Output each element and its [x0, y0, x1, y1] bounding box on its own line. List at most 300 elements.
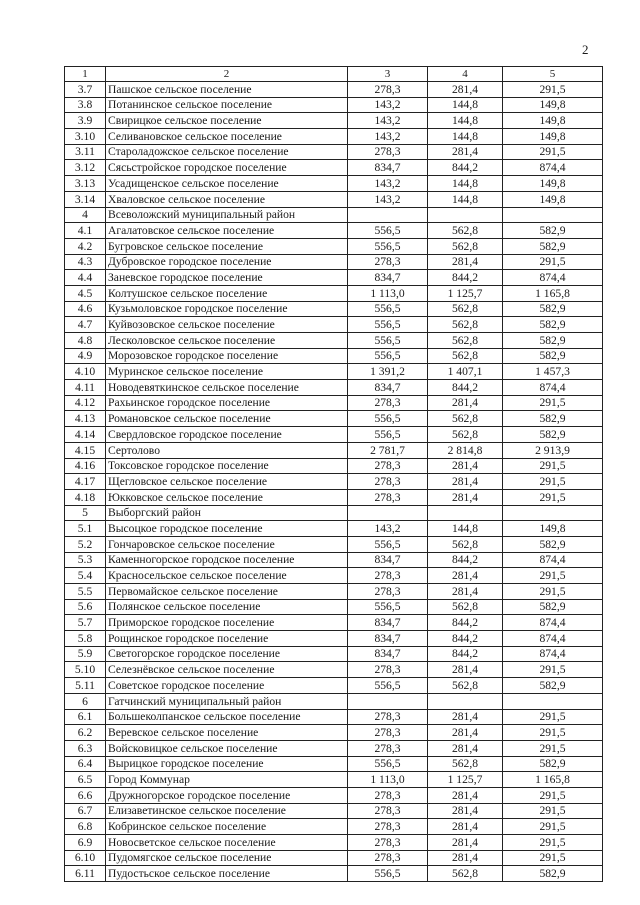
row-number-cell: 6.8 — [65, 819, 106, 835]
settlement-name-cell: Новодевяткинское сельское поселение — [106, 380, 348, 396]
column-header: 4 — [428, 67, 503, 82]
settlement-name-cell: Кузьмоловское городское поселение — [106, 301, 348, 317]
column-4-value-cell: 562,8 — [428, 348, 503, 364]
column-3-value-cell: 143,2 — [348, 129, 428, 145]
column-5-value-cell — [503, 693, 603, 709]
table-row — [65, 270, 603, 286]
column-4-value-cell: 844,2 — [428, 646, 503, 662]
table-body — [65, 82, 603, 882]
settlement-name-cell: Потанинское сельское поселение — [106, 97, 348, 113]
column-5-value-cell: 149,8 — [503, 97, 603, 113]
settlement-name-cell: Агалатовское сельское поселение — [106, 223, 348, 239]
settlement-name-cell: Пашское сельское поселение — [106, 82, 348, 98]
column-4-value-cell: 844,2 — [428, 615, 503, 631]
column-4-value-cell: 281,4 — [428, 662, 503, 678]
row-number-cell: 5.5 — [65, 584, 106, 600]
column-4-value-cell: 1 125,7 — [428, 285, 503, 301]
column-4-value-cell: 281,4 — [428, 568, 503, 584]
table-row — [65, 82, 603, 98]
table-row — [65, 568, 603, 584]
column-3-value-cell: 278,3 — [348, 474, 428, 490]
column-4-value-cell: 281,4 — [428, 709, 503, 725]
row-number-cell: 4.11 — [65, 380, 106, 396]
settlement-name-cell: Кобринское сельское поселение — [106, 819, 348, 835]
settlement-name-cell: Свердловское городское поселение — [106, 427, 348, 443]
column-5-value-cell: 291,5 — [503, 458, 603, 474]
column-5-value-cell: 582,9 — [503, 678, 603, 694]
settlement-name-cell: Приморское городское поселение — [106, 615, 348, 631]
row-number-cell: 6.11 — [65, 866, 106, 882]
row-number-cell: 6.7 — [65, 803, 106, 819]
settlement-name-cell: Усадищенское сельское поселение — [106, 176, 348, 192]
row-number-cell: 3.10 — [65, 129, 106, 145]
row-number-cell: 3.9 — [65, 113, 106, 129]
column-5-value-cell: 291,5 — [503, 740, 603, 756]
row-number-cell: 6.2 — [65, 725, 106, 741]
settlement-name-cell: Токсовское городское поселение — [106, 458, 348, 474]
table-row — [65, 505, 603, 521]
column-3-value-cell: 834,7 — [348, 552, 428, 568]
column-5-value-cell: 582,9 — [503, 756, 603, 772]
table-row — [65, 599, 603, 615]
column-3-value-cell: 278,3 — [348, 850, 428, 866]
column-3-value-cell: 278,3 — [348, 725, 428, 741]
column-5-value-cell: 149,8 — [503, 191, 603, 207]
column-5-value-cell: 291,5 — [503, 82, 603, 98]
column-5-value-cell: 291,5 — [503, 254, 603, 270]
column-5-value-cell: 291,5 — [503, 787, 603, 803]
settlement-name-cell: Свирицкое сельское поселение — [106, 113, 348, 129]
column-4-value-cell: 844,2 — [428, 380, 503, 396]
column-4-value-cell: 281,4 — [428, 82, 503, 98]
column-4-value-cell: 281,4 — [428, 395, 503, 411]
column-4-value-cell: 281,4 — [428, 740, 503, 756]
column-5-value-cell: 582,9 — [503, 599, 603, 615]
table-row — [65, 223, 603, 239]
column-3-value-cell: 556,5 — [348, 599, 428, 615]
table-row — [65, 285, 603, 301]
column-4-value-cell: 281,4 — [428, 584, 503, 600]
column-3-value-cell: 278,3 — [348, 144, 428, 160]
column-3-value-cell: 278,3 — [348, 254, 428, 270]
column-5-value-cell: 291,5 — [503, 395, 603, 411]
table-row — [65, 552, 603, 568]
column-3-value-cell: 278,3 — [348, 458, 428, 474]
table-row — [65, 725, 603, 741]
column-5-value-cell: 291,5 — [503, 819, 603, 835]
column-3-value-cell: 556,5 — [348, 333, 428, 349]
settlement-name-cell: Войсковицкое сельское поселение — [106, 740, 348, 756]
column-5-value-cell: 582,9 — [503, 427, 603, 443]
column-5-value-cell: 1 457,3 — [503, 364, 603, 380]
table-row — [65, 395, 603, 411]
column-4-value-cell: 562,8 — [428, 317, 503, 333]
settlement-name-cell: Селивановское сельское поселение — [106, 129, 348, 145]
column-5-value-cell: 291,5 — [503, 568, 603, 584]
column-3-value-cell: 556,5 — [348, 678, 428, 694]
table-row — [65, 317, 603, 333]
column-4-value-cell: 281,4 — [428, 144, 503, 160]
column-4-value-cell: 2 814,8 — [428, 442, 503, 458]
column-5-value-cell: 149,8 — [503, 521, 603, 537]
settlement-name-cell: Староладожское сельское поселение — [106, 144, 348, 160]
table-row — [65, 207, 603, 223]
column-4-value-cell: 562,8 — [428, 756, 503, 772]
table-row — [65, 835, 603, 851]
column-5-value-cell: 874,4 — [503, 646, 603, 662]
table-row — [65, 850, 603, 866]
settlement-name-cell: Веревское сельское поселение — [106, 725, 348, 741]
column-5-value-cell: 582,9 — [503, 333, 603, 349]
column-5-value-cell: 582,9 — [503, 238, 603, 254]
table-row — [65, 646, 603, 662]
settlement-name-cell: Советское городское поселение — [106, 678, 348, 694]
column-4-value-cell: 562,8 — [428, 333, 503, 349]
row-number-cell: 6.3 — [65, 740, 106, 756]
column-5-value-cell — [503, 505, 603, 521]
column-5-value-cell: 291,5 — [503, 835, 603, 851]
table-row — [65, 489, 603, 505]
row-number-cell: 6.4 — [65, 756, 106, 772]
settlement-name-cell: Хваловское сельское поселение — [106, 191, 348, 207]
table-row — [65, 693, 603, 709]
column-5-value-cell: 874,4 — [503, 160, 603, 176]
column-4-value-cell: 281,4 — [428, 803, 503, 819]
table-row — [65, 866, 603, 882]
row-number-cell: 4.8 — [65, 333, 106, 349]
settlement-name-cell: Всеволожский муниципальный район — [106, 207, 348, 223]
column-3-value-cell: 556,5 — [348, 866, 428, 882]
row-number-cell: 3.14 — [65, 191, 106, 207]
row-number-cell: 4.5 — [65, 285, 106, 301]
column-3-value-cell: 278,3 — [348, 395, 428, 411]
table-row — [65, 160, 603, 176]
row-number-cell: 4.16 — [65, 458, 106, 474]
table-row — [65, 442, 603, 458]
column-5-value-cell: 582,9 — [503, 317, 603, 333]
data-table — [64, 66, 603, 882]
column-4-value-cell: 281,4 — [428, 254, 503, 270]
column-3-value-cell: 556,5 — [348, 223, 428, 239]
column-5-value-cell: 2 913,9 — [503, 442, 603, 458]
column-4-value-cell: 281,4 — [428, 787, 503, 803]
column-3-value-cell: 556,5 — [348, 411, 428, 427]
row-number-cell: 4.9 — [65, 348, 106, 364]
column-4-value-cell — [428, 207, 503, 223]
settlement-name-cell: Юкковское сельское поселение — [106, 489, 348, 505]
column-5-value-cell: 874,4 — [503, 615, 603, 631]
column-5-value-cell: 582,9 — [503, 223, 603, 239]
column-5-value-cell: 149,8 — [503, 129, 603, 145]
row-number-cell: 4.14 — [65, 427, 106, 443]
row-number-cell: 4.2 — [65, 238, 106, 254]
column-4-value-cell: 281,4 — [428, 725, 503, 741]
table-row — [65, 427, 603, 443]
column-3-value-cell: 278,3 — [348, 584, 428, 600]
column-4-value-cell: 1 125,7 — [428, 772, 503, 788]
row-number-cell: 4.4 — [65, 270, 106, 286]
column-3-value-cell: 556,5 — [348, 536, 428, 552]
column-5-value-cell: 582,9 — [503, 536, 603, 552]
table-row — [65, 740, 603, 756]
column-4-value-cell: 562,8 — [428, 301, 503, 317]
column-3-value-cell: 278,3 — [348, 82, 428, 98]
row-number-cell: 3.13 — [65, 176, 106, 192]
row-number-cell: 5.7 — [65, 615, 106, 631]
table-row — [65, 364, 603, 380]
settlement-name-cell: Дубровское городское поселение — [106, 254, 348, 270]
row-number-cell: 5.3 — [65, 552, 106, 568]
row-number-cell: 5.8 — [65, 631, 106, 647]
row-number-cell: 5.2 — [65, 536, 106, 552]
column-5-value-cell: 582,9 — [503, 411, 603, 427]
row-number-cell: 4.7 — [65, 317, 106, 333]
column-3-value-cell: 834,7 — [348, 615, 428, 631]
settlement-name-cell: Новосветское сельское поселение — [106, 835, 348, 851]
column-4-value-cell: 562,8 — [428, 427, 503, 443]
column-3-value-cell: 278,3 — [348, 819, 428, 835]
column-4-value-cell: 144,8 — [428, 113, 503, 129]
column-4-value-cell: 562,8 — [428, 411, 503, 427]
row-number-cell: 4.17 — [65, 474, 106, 490]
column-3-value-cell: 834,7 — [348, 380, 428, 396]
column-3-value-cell: 278,3 — [348, 787, 428, 803]
column-5-value-cell: 582,9 — [503, 866, 603, 882]
row-number-cell: 5 — [65, 505, 106, 521]
column-5-value-cell: 1 165,8 — [503, 285, 603, 301]
table-row — [65, 474, 603, 490]
settlement-name-cell: Пудомягское сельское поселение — [106, 850, 348, 866]
row-number-cell: 6 — [65, 693, 106, 709]
settlement-name-cell: Лесколовское сельское поселение — [106, 333, 348, 349]
column-3-value-cell: 143,2 — [348, 97, 428, 113]
table-row — [65, 129, 603, 145]
settlement-name-cell: Первомайское сельское поселение — [106, 584, 348, 600]
column-3-value-cell — [348, 505, 428, 521]
column-3-value-cell: 278,3 — [348, 709, 428, 725]
column-3-value-cell: 278,3 — [348, 489, 428, 505]
row-number-cell: 4.1 — [65, 223, 106, 239]
column-4-value-cell: 1 407,1 — [428, 364, 503, 380]
settlement-name-cell: Вырицкое городское поселение — [106, 756, 348, 772]
table-row — [65, 536, 603, 552]
column-3-value-cell: 278,3 — [348, 568, 428, 584]
column-5-value-cell: 291,5 — [503, 584, 603, 600]
column-3-value-cell: 556,5 — [348, 301, 428, 317]
column-5-value-cell: 874,4 — [503, 270, 603, 286]
column-5-value-cell: 291,5 — [503, 850, 603, 866]
table-row — [65, 615, 603, 631]
row-number-cell: 3.11 — [65, 144, 106, 160]
table-row — [65, 819, 603, 835]
column-4-value-cell — [428, 693, 503, 709]
column-5-value-cell: 149,8 — [503, 113, 603, 129]
column-3-value-cell: 556,5 — [348, 427, 428, 443]
table-row — [65, 144, 603, 160]
column-4-value-cell: 281,4 — [428, 458, 503, 474]
settlement-name-cell: Сертолово — [106, 442, 348, 458]
row-number-cell: 4 — [65, 207, 106, 223]
column-5-value-cell: 291,5 — [503, 725, 603, 741]
table-row — [65, 584, 603, 600]
table-row — [65, 756, 603, 772]
settlement-name-cell: Селезнёвское сельское поселение — [106, 662, 348, 678]
table-row — [65, 380, 603, 396]
column-4-value-cell: 844,2 — [428, 631, 503, 647]
settlement-name-cell: Сясьстройское городское поселение — [106, 160, 348, 176]
column-4-value-cell: 281,4 — [428, 474, 503, 490]
column-3-value-cell: 834,7 — [348, 160, 428, 176]
column-3-value-cell: 278,3 — [348, 835, 428, 851]
column-5-value-cell — [503, 207, 603, 223]
column-3-value-cell: 1 113,0 — [348, 285, 428, 301]
table-row — [65, 803, 603, 819]
column-3-value-cell: 278,3 — [348, 740, 428, 756]
row-number-cell: 4.15 — [65, 442, 106, 458]
settlement-name-cell: Муринское сельское поселение — [106, 364, 348, 380]
table-row — [65, 709, 603, 725]
table-row — [65, 348, 603, 364]
table-row — [65, 333, 603, 349]
column-4-value-cell: 562,8 — [428, 678, 503, 694]
table-row — [65, 191, 603, 207]
row-number-cell: 4.6 — [65, 301, 106, 317]
row-number-cell: 5.1 — [65, 521, 106, 537]
column-3-value-cell: 278,3 — [348, 662, 428, 678]
row-number-cell: 3.7 — [65, 82, 106, 98]
row-number-cell: 5.6 — [65, 599, 106, 615]
column-4-value-cell: 144,8 — [428, 129, 503, 145]
column-5-value-cell: 291,5 — [503, 144, 603, 160]
column-4-value-cell: 144,8 — [428, 97, 503, 113]
table-row — [65, 458, 603, 474]
row-number-cell: 6.10 — [65, 850, 106, 866]
column-3-value-cell: 834,7 — [348, 646, 428, 662]
settlement-name-cell: Дружногорское городское поселение — [106, 787, 348, 803]
column-4-value-cell: 562,8 — [428, 223, 503, 239]
column-5-value-cell: 291,5 — [503, 662, 603, 678]
row-number-cell: 4.3 — [65, 254, 106, 270]
settlement-name-cell: Пудостьское сельское поселение — [106, 866, 348, 882]
settlement-name-cell: Рощинское городское поселение — [106, 631, 348, 647]
settlement-name-cell: Бугровское сельское поселение — [106, 238, 348, 254]
column-5-value-cell: 1 165,8 — [503, 772, 603, 788]
column-header: 5 — [503, 67, 603, 82]
table-row — [65, 301, 603, 317]
column-3-value-cell — [348, 693, 428, 709]
table-row — [65, 787, 603, 803]
settlement-name-cell: Большеколпанское сельское поселение — [106, 709, 348, 725]
column-5-value-cell: 582,9 — [503, 348, 603, 364]
column-3-value-cell: 834,7 — [348, 270, 428, 286]
table-row — [65, 411, 603, 427]
column-5-value-cell: 291,5 — [503, 803, 603, 819]
page-number: 2 — [582, 42, 589, 57]
table-row — [65, 678, 603, 694]
column-3-value-cell: 556,5 — [348, 756, 428, 772]
column-header: 2 — [106, 67, 348, 82]
column-5-value-cell: 874,4 — [503, 552, 603, 568]
column-3-value-cell: 1 113,0 — [348, 772, 428, 788]
column-5-value-cell: 874,4 — [503, 380, 603, 396]
row-number-cell: 6.1 — [65, 709, 106, 725]
header-row — [65, 67, 603, 82]
row-number-cell: 5.10 — [65, 662, 106, 678]
row-number-cell: 5.4 — [65, 568, 106, 584]
column-4-value-cell: 144,8 — [428, 176, 503, 192]
column-3-value-cell: 143,2 — [348, 191, 428, 207]
table-row — [65, 113, 603, 129]
settlement-name-cell: Город Коммунар — [106, 772, 348, 788]
table-row — [65, 254, 603, 270]
row-number-cell: 4.10 — [65, 364, 106, 380]
table-row — [65, 772, 603, 788]
column-4-value-cell: 281,4 — [428, 850, 503, 866]
settlement-name-cell: Щегловское сельское поселение — [106, 474, 348, 490]
settlement-name-cell: Полянское сельское поселение — [106, 599, 348, 615]
settlement-name-cell: Светогорское городское поселение — [106, 646, 348, 662]
column-5-value-cell: 291,5 — [503, 709, 603, 725]
settlement-name-cell: Морозовское городское поселение — [106, 348, 348, 364]
row-number-cell: 6.6 — [65, 787, 106, 803]
row-number-cell: 6.5 — [65, 772, 106, 788]
column-5-value-cell: 291,5 — [503, 489, 603, 505]
column-4-value-cell: 144,8 — [428, 521, 503, 537]
column-4-value-cell: 562,8 — [428, 599, 503, 615]
column-5-value-cell: 149,8 — [503, 176, 603, 192]
row-number-cell: 5.9 — [65, 646, 106, 662]
column-4-value-cell: 144,8 — [428, 191, 503, 207]
column-4-value-cell: 844,2 — [428, 552, 503, 568]
column-3-value-cell: 834,7 — [348, 631, 428, 647]
column-3-value-cell — [348, 207, 428, 223]
table-row — [65, 521, 603, 537]
row-number-cell: 3.12 — [65, 160, 106, 176]
row-number-cell: 5.11 — [65, 678, 106, 694]
row-number-cell: 4.12 — [65, 395, 106, 411]
column-3-value-cell: 143,2 — [348, 176, 428, 192]
column-4-value-cell: 562,8 — [428, 238, 503, 254]
column-5-value-cell: 874,4 — [503, 631, 603, 647]
table-row — [65, 97, 603, 113]
settlement-name-cell: Каменногорское городское поселение — [106, 552, 348, 568]
settlement-name-cell: Высоцкое городское поселение — [106, 521, 348, 537]
column-5-value-cell: 291,5 — [503, 474, 603, 490]
settlement-name-cell: Рахьинское городское поселение — [106, 395, 348, 411]
settlement-name-cell: Куйвозовское сельское поселение — [106, 317, 348, 333]
settlement-name-cell: Выборгский район — [106, 505, 348, 521]
column-4-value-cell: 281,4 — [428, 489, 503, 505]
column-4-value-cell: 281,4 — [428, 819, 503, 835]
column-4-value-cell: 562,8 — [428, 866, 503, 882]
column-3-value-cell: 143,2 — [348, 113, 428, 129]
column-3-value-cell: 556,5 — [348, 238, 428, 254]
column-header: 1 — [65, 67, 106, 82]
column-4-value-cell: 844,2 — [428, 270, 503, 286]
column-5-value-cell: 582,9 — [503, 301, 603, 317]
column-4-value-cell: 562,8 — [428, 536, 503, 552]
table-row — [65, 238, 603, 254]
column-header: 3 — [348, 67, 428, 82]
settlement-name-cell: Колтушское сельское поселение — [106, 285, 348, 301]
column-4-value-cell — [428, 505, 503, 521]
table-row — [65, 662, 603, 678]
row-number-cell: 6.9 — [65, 835, 106, 851]
column-3-value-cell: 1 391,2 — [348, 364, 428, 380]
settlement-name-cell: Гатчинский муниципальный район — [106, 693, 348, 709]
column-3-value-cell: 556,5 — [348, 317, 428, 333]
column-4-value-cell: 281,4 — [428, 835, 503, 851]
